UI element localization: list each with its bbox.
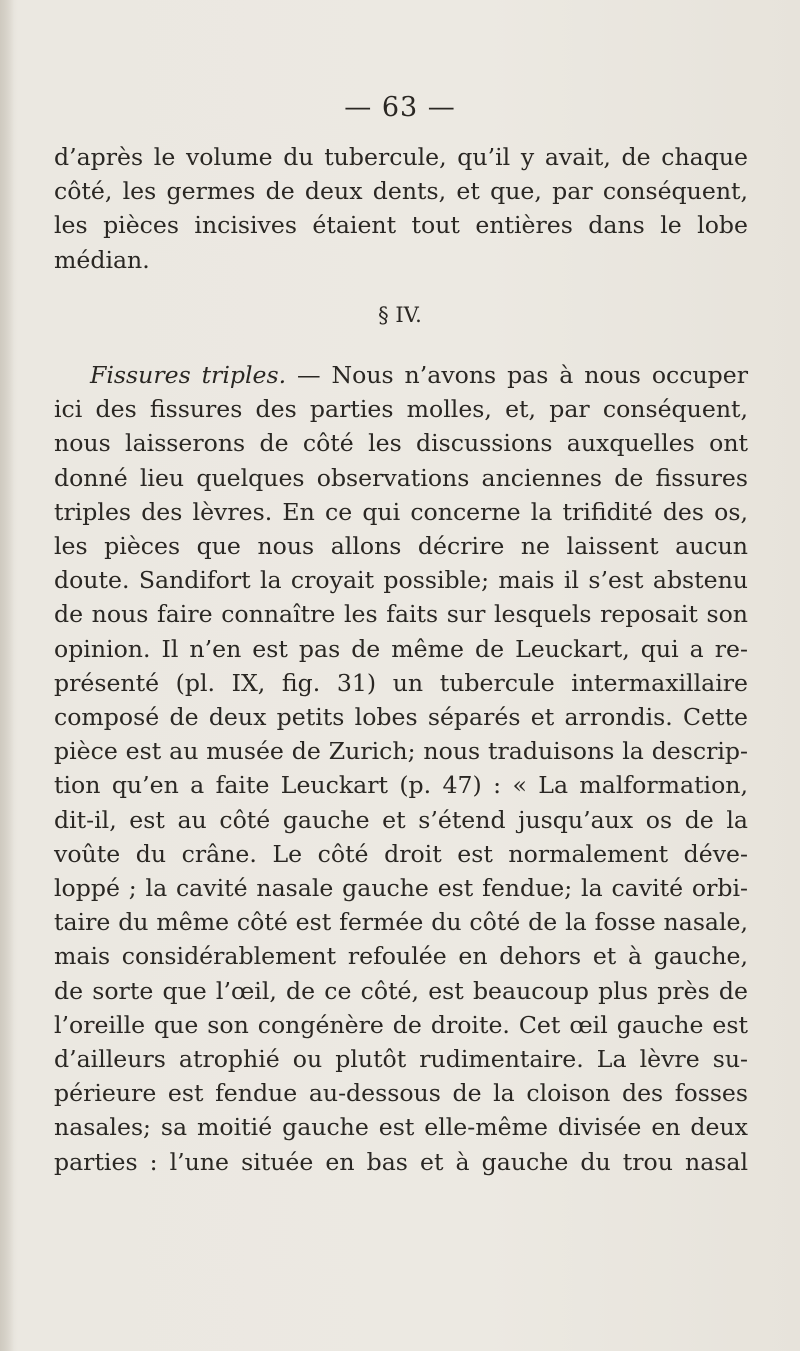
text-line: mais considérablement refoulée en dehors et à gauche, bbox=[54, 942, 748, 971]
text-line-first bbox=[54, 358, 748, 392]
text-line: parties : l’une située en bas et à gauche du trou nasal bbox=[54, 1147, 748, 1176]
paragraph-continuation bbox=[54, 140, 748, 277]
text-line: d’ailleurs atrophié ou plutôt rudimentaire. La lèvre su- bbox=[54, 1045, 748, 1074]
section-heading: § IV. bbox=[378, 303, 422, 327]
text-line: l’oreille que son congénère de droite. Cet œil gauche est bbox=[54, 1010, 748, 1039]
paragraph-title: Fissures triples. bbox=[90, 361, 287, 389]
text-line: taire du même côté est fermée du côté de la fosse nasale, bbox=[54, 908, 748, 937]
text-line: les pièces que nous allons décrire ne laissent aucun bbox=[54, 532, 748, 561]
paragraph-title-rest: — Nous n’avons pas à nous occuper bbox=[286, 361, 748, 389]
text-line: médian. bbox=[54, 245, 150, 274]
text-line: de nous faire connaître les faits sur lesquels reposait son bbox=[54, 600, 748, 629]
text-line: doute. Sandifort la croyait possible; mais il s’est abstenu bbox=[54, 566, 748, 595]
text-line: opinion. Il n’en est pas de même de Leuckart, qui a re- bbox=[54, 634, 748, 663]
text-line: les pièces incisives étaient tout entières dans le lobe bbox=[54, 211, 748, 240]
text-line: dit-il, est au côté gauche et s’étend jusqu’aux os de la bbox=[54, 805, 748, 834]
text-line: pièce est au musée de Zurich; nous traduisons la descrip- bbox=[54, 737, 748, 766]
text-line: composé de deux petits lobes séparés et arrondis. Cette bbox=[54, 703, 748, 732]
text-line: nous laisserons de côté les discussions auxquelles ont bbox=[54, 429, 748, 458]
text-line: loppé ; la cavité nasale gauche est fendue; la cavité orbi- bbox=[54, 874, 748, 903]
text-line: voûte du crâne. Le côté droit est normalement déve- bbox=[54, 839, 748, 868]
text-line: triples des lèvres. En ce qui concerne la trifidité des os, bbox=[54, 497, 748, 526]
text-line: donné lieu quelques observations anciennes de fissures bbox=[54, 463, 748, 492]
text-line: de sorte que l’œil, de ce côté, est beaucoup plus près de bbox=[54, 976, 748, 1005]
page-number: — 63 — bbox=[344, 92, 456, 123]
text-line: périeure est fendue au-dessous de la cloison des fosses bbox=[54, 1079, 748, 1108]
text-line: tion qu’en a faite Leuckart (p. 47) : « La malformation, bbox=[54, 771, 748, 800]
text-line: côté, les germes de deux dents, et que, par conséquent, bbox=[54, 177, 748, 206]
text-line: d’après le volume du tubercule, qu’il y avait, de chaque bbox=[54, 143, 748, 171]
text-line: nasales; sa moitié gauche est elle-même divisée en deux bbox=[54, 1113, 748, 1142]
paragraph-fissures-triples bbox=[54, 358, 748, 1179]
text-line: ici des fissures des parties molles, et, par conséquent, bbox=[54, 395, 748, 424]
page-gutter-shadow bbox=[0, 0, 14, 1351]
text-line: présenté (pl. IX, fig. 31) un tubercule intermaxillaire bbox=[54, 668, 748, 697]
